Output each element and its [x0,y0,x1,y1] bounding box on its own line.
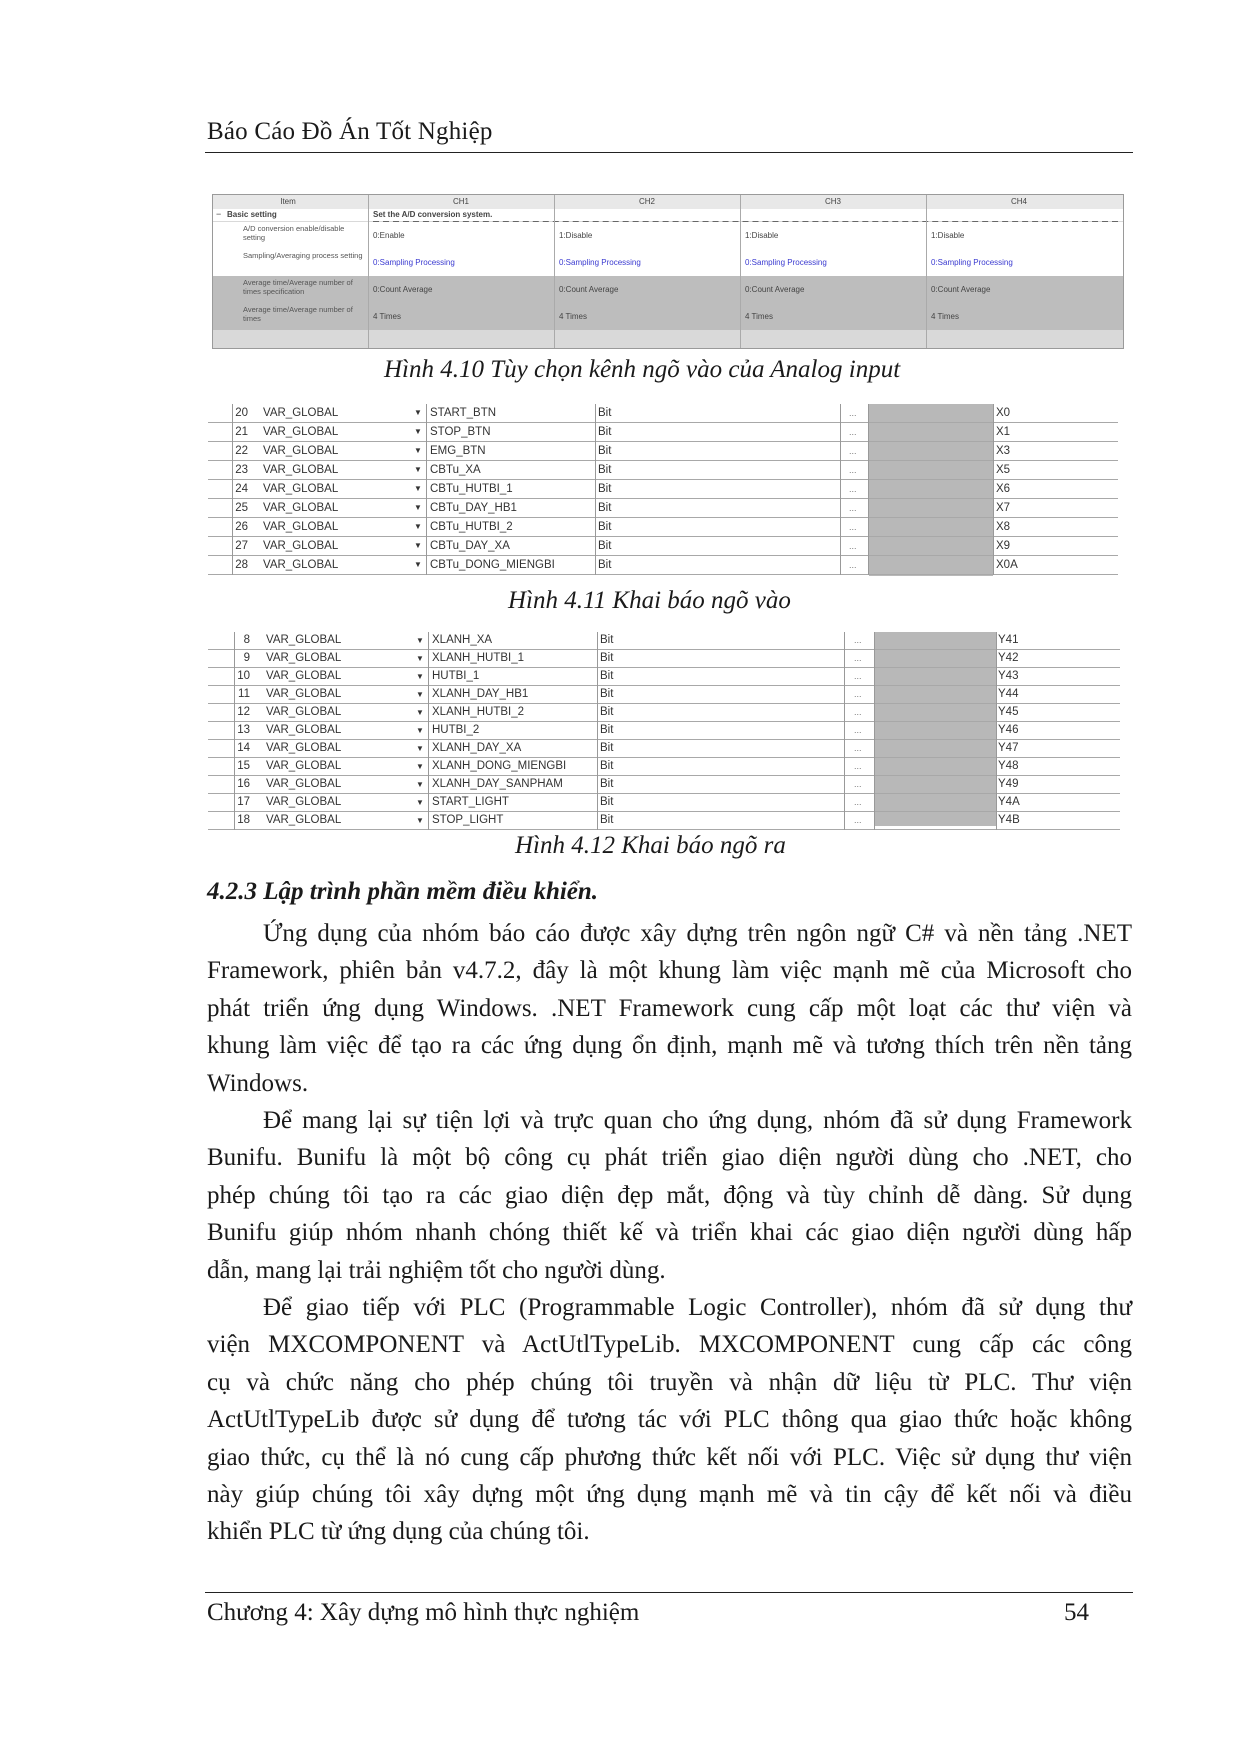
text-line: Để giao tiếp với PLC (Programmable Logic Controller), nhóm đã sử dụng thư [263,1294,1132,1321]
text-line: khung làm việc để tạo ra các ứng dụng ổn định, mạnh mẽ và tương thích trên nền tảng [207,1032,1132,1060]
row-value: 1:Disable [931,231,965,240]
row-number: 14 [237,742,250,754]
variable-class: VAR_GLOBAL [263,540,339,552]
data-type: Bit [600,652,614,664]
variable-class: VAR_GLOBAL [266,634,342,646]
table-row [208,537,1118,556]
column-divider [926,195,927,348]
table-row [208,442,1118,461]
variable-class: VAR_GLOBAL [263,559,339,571]
dropdown-arrow-icon[interactable]: ▼ [416,690,424,699]
dropdown-arrow-icon[interactable]: ▼ [414,446,422,455]
table-row [208,794,1120,812]
data-type: Bit [600,706,614,718]
table-row [208,556,1118,575]
row-number: 17 [237,796,250,808]
variable-label: EMG_BTN [430,445,486,457]
dropdown-arrow-icon[interactable]: ▼ [416,762,424,771]
dropdown-arrow-icon[interactable]: ▼ [416,726,424,735]
row-number: 23 [235,464,248,476]
dropdown-arrow-icon[interactable]: ▼ [414,408,422,417]
variable-class: VAR_GLOBAL [263,502,339,514]
row-value: 1:Disable [745,231,779,240]
browse-button[interactable]: ... [849,446,857,456]
row-value: 0:Sampling Processing [745,258,827,267]
data-type: Bit [600,688,614,700]
device-address: Y41 [998,634,1019,646]
device-address: X0 [996,407,1011,419]
data-type: Bit [598,445,612,457]
dropdown-arrow-icon[interactable]: ▼ [414,503,422,512]
table-row [208,812,1120,830]
row-value: 1:Disable [559,231,593,240]
table-row [208,686,1120,704]
row-number: 15 [237,760,250,772]
paragraph [207,915,1132,1102]
data-type: Bit [598,426,612,438]
variable-label: XLANH_HUTBI_1 [432,652,525,664]
variable-label: XLANH_DAY_XA [432,742,522,754]
browse-button[interactable]: ... [854,635,862,645]
device-address: Y48 [998,760,1019,772]
variable-class: VAR_GLOBAL [266,778,342,790]
section-label: Basic setting [227,210,277,219]
dropdown-arrow-icon[interactable]: ▼ [414,522,422,531]
row-number: 16 [237,778,250,790]
browse-button[interactable]: ... [849,503,857,513]
column-divider [597,632,598,830]
text-line: Framework, phiên bản v4.7.2, đây là một khung làm việc mạnh mẽ của Microsoft cho [207,957,1132,985]
data-type: Bit [600,634,614,646]
row-number: 20 [235,407,248,419]
row-number: 13 [237,724,250,736]
page-number: 54 [1064,1599,1089,1626]
variable-class: VAR_GLOBAL [263,426,339,438]
variable-label: START_LIGHT [432,796,509,808]
variable-label: CBTu_HUTBI_1 [430,483,513,495]
column-divider [368,195,369,348]
data-type: Bit [598,407,612,419]
dropdown-arrow-icon[interactable]: ▼ [416,816,424,825]
variable-label: STOP_LIGHT [432,814,504,826]
section-description: Set the A/D conversion system. [373,210,493,219]
row-number: 9 [243,652,250,664]
text-line: Windows. [207,1069,309,1097]
variable-class: VAR_GLOBAL [266,670,342,682]
device-address: X9 [996,540,1011,552]
row-number: 24 [235,483,248,495]
row-value: 0:Sampling Processing [373,258,455,267]
column-divider [426,404,427,575]
row-number: 18 [237,814,250,826]
section-row [213,209,1123,221]
table-row [213,249,1123,276]
row-item: Average time/Average number of times [243,305,353,323]
data-type: Bit [598,502,612,514]
column-divider [868,404,869,575]
row-value: 4 Times [931,312,960,321]
data-type: Bit [598,521,612,533]
row-number: 26 [235,521,248,533]
browse-button[interactable]: ... [849,541,857,551]
variable-class: VAR_GLOBAL [263,464,339,476]
browse-button[interactable]: ... [854,743,862,753]
dropdown-arrow-icon[interactable]: ▼ [414,560,422,569]
device-address: Y4A [998,796,1020,808]
page-header-title: Báo Cáo Đồ Án Tốt Nghiệp [207,118,493,145]
variable-label: CBTu_DAY_HB1 [430,502,517,514]
data-type: Bit [600,724,614,736]
dropdown-arrow-icon[interactable]: ▼ [416,672,424,681]
text-line: này giúp chúng tôi xây dựng một ứng dụng mạnh mẽ và tin cậy để kết nối và điều [207,1480,1132,1508]
footer-divider [205,1592,1133,1593]
browse-button[interactable]: ... [849,465,857,475]
footer-chapter: Chương 4: Xây dựng mô hình thực nghiệm [207,1599,640,1626]
text-line: Ứng dụng của nhóm báo cáo được xây dựng trên ngôn ngữ C# và nền tảng .NET [263,920,1132,947]
column-header: CH2 [638,197,655,206]
dropdown-arrow-icon[interactable]: ▼ [416,798,424,807]
device-address: Y49 [998,778,1019,790]
variable-class: VAR_GLOBAL [266,796,342,808]
variable-class: VAR_GLOBAL [263,445,339,457]
data-type: Bit [598,559,612,571]
data-type: Bit [598,540,612,552]
dropdown-arrow-icon[interactable]: ▼ [414,484,422,493]
variable-label: HUTBI_2 [432,724,480,736]
browse-button[interactable]: ... [854,797,862,807]
row-item: A/D conversion enable/disable setting [243,224,345,242]
browse-button[interactable]: ... [849,484,857,494]
table-row [213,276,1123,303]
device-address: X5 [996,464,1011,476]
device-address: Y43 [998,670,1019,682]
text-line: phép chúng tôi tạo ra các giao diện đẹp mắt, động và tùy chỉnh dễ dàng. Sử dụng [207,1181,1132,1209]
row-number: 28 [235,559,248,571]
column-divider [996,632,997,830]
browse-button[interactable]: ... [849,560,857,570]
variable-label: XLANH_XA [432,634,493,646]
table-row [213,303,1123,330]
text-line: giao thức, cụ thể là nó cung cấp phương thức kết nối với PLC. Việc sử dụng thư viện [207,1443,1132,1471]
variable-class: VAR_GLOBAL [263,483,339,495]
column-header: CH1 [452,197,469,206]
column-header: CH4 [1010,197,1027,206]
column-divider [844,632,845,830]
column-divider [428,632,429,830]
device-address: Y42 [998,652,1019,664]
text-line: Để mang lại sự tiện lợi và trực quan cho ứng dụng, nhóm đã sử dụng Framework [263,1107,1132,1134]
column-divider [740,195,741,348]
browse-button[interactable]: ... [854,707,862,717]
variable-label: HUTBI_1 [432,670,480,682]
browse-button[interactable]: ... [854,725,862,735]
variable-label: CBTu_HUTBI_2 [430,521,513,533]
browse-button[interactable]: ... [854,671,862,681]
paragraph [207,1102,1132,1289]
section-heading: 4.2.3 Lập trình phần mềm điều khiển. [207,878,599,905]
text-line: khiển PLC từ ứng dụng của chúng tôi. [207,1518,590,1546]
dropdown-arrow-icon[interactable]: ▼ [416,780,424,789]
device-address: X8 [996,521,1011,533]
table-row [213,222,1123,249]
column-divider [874,632,875,830]
table-row [208,758,1120,776]
data-type: Bit [600,742,614,754]
data-type: Bit [600,796,614,808]
dropdown-arrow-icon[interactable]: ▼ [416,654,424,663]
table-row [208,776,1120,794]
data-type: Bit [600,814,614,826]
device-address: X7 [996,502,1011,514]
text-line: Bunifu. Bunifu là một bộ công cụ phát triển giao diện người dùng cho .NET, cho [207,1144,1132,1172]
table-row [208,499,1118,518]
variable-class: VAR_GLOBAL [263,521,339,533]
column-divider [595,404,596,575]
row-value: 0:Count Average [931,285,991,294]
device-address: X0A [996,559,1018,571]
variable-label: CBTu_DAY_XA [430,540,510,552]
text-line: phát triển ứng dụng Windows. .NET Framework cung cấp một loạt các thư viện và [207,994,1132,1022]
data-type: Bit [600,778,614,790]
text-line: ActUtlTypeLib được sử dụng để tương tác với PLC thông qua giao thức hoặc không [207,1406,1132,1434]
variable-class: VAR_GLOBAL [263,407,339,419]
table-row [208,480,1118,499]
device-address: Y44 [998,688,1019,700]
data-type: Bit [600,760,614,772]
row-value: 4 Times [373,312,402,321]
browse-button[interactable]: ... [854,779,862,789]
browse-button[interactable]: ... [849,408,857,418]
variable-class: VAR_GLOBAL [266,688,342,700]
column-divider [554,195,555,348]
table-header [213,195,1123,210]
row-value: 0:Count Average [745,285,805,294]
output-variable-grid [208,632,1120,826]
variable-label: XLANH_DAY_SANPHAM [432,778,563,790]
dropdown-arrow-icon[interactable]: ▼ [414,427,422,436]
column-divider [234,632,235,830]
variable-class: VAR_GLOBAL [266,706,342,718]
dropdown-arrow-icon[interactable]: ▼ [414,465,422,474]
browse-button[interactable]: ... [854,653,862,663]
row-value: 0:Sampling Processing [931,258,1013,267]
row-number: 25 [235,502,248,514]
text-line: viện MXCOMPONENT và ActUtlTypeLib. MXCOMPONENT cung cấp các công [207,1331,1132,1359]
data-type: Bit [600,670,614,682]
variable-class: VAR_GLOBAL [266,742,342,754]
data-type: Bit [598,483,612,495]
text-line: cụ và chức năng cho phép chúng tôi truyền và nhận dữ liệu từ PLC. Thư viện [207,1368,1132,1396]
row-number: 11 [238,688,250,700]
figure-caption-4-11: Hình 4.11 Khai báo ngõ vào [508,587,791,614]
column-header: Item [280,197,296,206]
variable-class: VAR_GLOBAL [266,652,342,664]
row-value: 4 Times [559,312,588,321]
analog-input-settings-table [212,194,1124,349]
row-value: 0:Sampling Processing [559,258,641,267]
device-address: Y47 [998,742,1019,754]
text-line: Bunifu giúp nhóm nhanh chóng thiết kế và triển khai các giao diện người dùng hấp [207,1219,1132,1247]
table-row [208,632,1120,650]
browse-button[interactable]: ... [854,815,862,825]
collapse-icon: − [216,209,222,219]
variable-label: START_BTN [430,407,497,419]
data-type: Bit [598,464,612,476]
row-item: Sampling/Averaging process setting [243,251,363,260]
input-variable-grid [208,404,1118,576]
dropdown-arrow-icon[interactable]: ▼ [414,541,422,550]
column-divider [232,404,233,575]
figure-caption-4-12: Hình 4.12 Khai báo ngõ ra [515,832,786,859]
variable-class: VAR_GLOBAL [266,760,342,772]
variable-label: CBTu_DONG_MIENGBI [430,559,555,571]
row-value: 0:Count Average [559,285,619,294]
table-row [208,722,1120,740]
figure-caption-4-10: Hình 4.10 Tùy chọn kênh ngõ vào của Analog input [384,356,901,383]
column-divider [840,404,841,575]
variable-label: CBTu_XA [430,464,481,476]
device-address: Y4B [998,814,1020,826]
variable-label: STOP_BTN [430,426,491,438]
browse-button[interactable]: ... [854,761,862,771]
row-number: 21 [235,426,248,438]
device-address: Y46 [998,724,1019,736]
row-number: 12 [237,706,250,718]
table-row [208,518,1118,537]
table-row [208,423,1118,442]
variable-label: XLANH_DONG_MIENGBI [432,760,567,772]
device-address: Y45 [998,706,1019,718]
row-number: 22 [235,445,248,457]
device-address: X3 [996,445,1011,457]
variable-label: XLANH_HUTBI_2 [432,706,525,718]
dropdown-arrow-icon[interactable]: ▼ [416,744,424,753]
table-row [208,704,1120,722]
row-item: Average time/Average number of times specification [243,278,353,296]
variable-class: VAR_GLOBAL [266,814,342,826]
table-row [208,650,1120,668]
table-row [208,740,1120,758]
column-divider [993,404,994,575]
row-value: 0:Count Average [373,285,433,294]
device-address: X1 [996,426,1011,438]
paragraph [207,1289,1132,1551]
dropdown-arrow-icon[interactable]: ▼ [416,636,424,645]
row-value: 0:Enable [373,231,405,240]
row-value: 4 Times [745,312,774,321]
text-line: dẫn, mang lại trải nghiệm tốt cho người dùng. [207,1256,666,1284]
device-address: X6 [996,483,1011,495]
row-number: 27 [235,540,248,552]
browse-button[interactable]: ... [849,522,857,532]
browse-button[interactable]: ... [854,689,862,699]
column-header: CH3 [824,197,841,206]
table-row [208,668,1120,686]
row-number: 10 [237,670,250,682]
table-row [208,404,1118,423]
variable-label: XLANH_DAY_HB1 [432,688,529,700]
header-divider [205,152,1133,153]
row-number: 8 [243,634,250,646]
browse-button[interactable]: ... [849,427,857,437]
variable-class: VAR_GLOBAL [266,724,342,736]
table-row [208,461,1118,480]
dropdown-arrow-icon[interactable]: ▼ [416,708,424,717]
